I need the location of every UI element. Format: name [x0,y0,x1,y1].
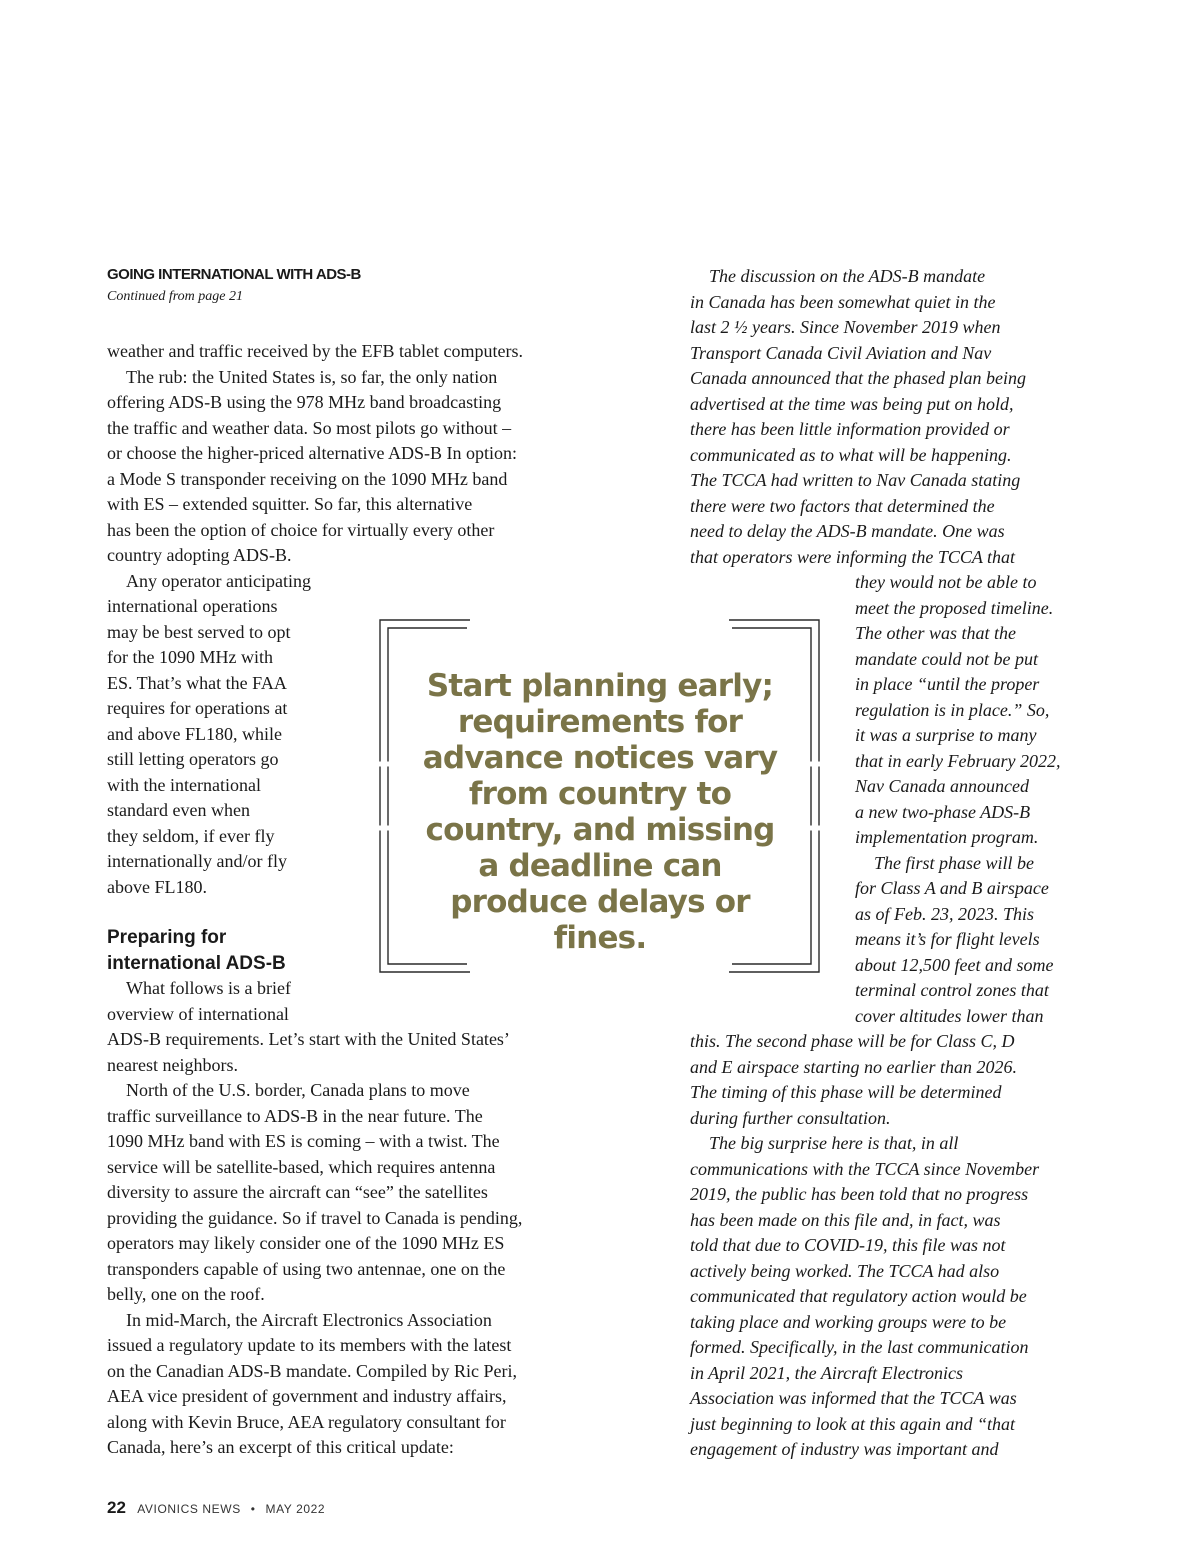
text-line: has been the option of choice for virtually every other [107,519,495,540]
text-line: a new two-phase ADS-B [855,801,1031,822]
text-line: 1090 MHz band with ES is coming – with a twist. The [107,1131,500,1151]
text-line: on the Canadian ADS-B mandate. Compiled by Ric Peri, [107,1360,517,1381]
text-line: with the international [107,774,261,795]
footer-separator: • [250,1502,256,1516]
text-line: implementation program. [855,827,1039,847]
text-line: offering ADS-B using the 978 MHz band broadcasting [107,392,502,412]
text-line: just beginning to look at this again and “that [690,1413,1016,1434]
text-line: country adopting ADS-B. [107,545,292,565]
text-line: standard even when [107,800,250,820]
text-line: Transport Canada Civil Aviation and Nav [690,342,992,363]
text-line: requires for operations at [107,698,288,718]
text-line: above FL180. [107,876,207,897]
text-line: issued a regulatory update to its members with the latest [107,1335,512,1355]
text-line: in place “until the proper [855,674,1040,694]
text-line: service will be satellite-based, which requires antenna [107,1156,496,1177]
text-line: the traffic and weather data. So most pilots go without – [107,417,512,438]
text-line: AEA vice president of government and industry affairs, [107,1386,507,1406]
page-number: 22 [107,1498,126,1517]
text-line: In mid-March, the Aircraft Electronics Association [126,1309,492,1330]
text-line: and E airspace starting no earlier than 2026. [690,1056,1017,1077]
text-line: as of Feb. 23, 2023. This [855,903,1035,924]
text-line: providing the guidance. So if travel to Canada is pending, [107,1207,523,1228]
publication-name: AVIONICS NEWS [137,1502,241,1516]
text-line: The timing of this phase will be determined [690,1082,1002,1102]
text-line: The rub: the United States is, so far, the only nation [126,366,498,387]
text-line: last 2 ½ years. Since November 2019 when [690,317,1001,337]
section-kicker: GOING INTERNATIONAL WITH ADS-B [107,266,361,283]
text-line: traffic surveillance to ADS-B in the near future. The [107,1105,483,1126]
text-line: with ES – extended squitter. So far, this alternative [107,494,473,514]
text-line: The discussion on the ADS-B mandate [709,266,986,286]
text-line: ES. That’s what the FAA [107,672,287,693]
text-line: meet the proposed timeline. [855,597,1054,618]
text-line: that in early February 2022, [855,750,1061,771]
text-line: Association was informed that the TCCA was [690,1388,1017,1408]
text-line: cover altitudes lower than [855,1005,1044,1026]
continued-note: Continued from page 21 [107,289,243,304]
text-line: advertised at the time was being put on hold, [690,393,1014,414]
section-heading-line: international ADS-B [107,952,286,974]
text-line: diversity to assure the aircraft can “see” the satellites [107,1182,488,1202]
text-line: and above FL180, while [107,723,282,744]
text-line: along with Kevin Bruce, AEA regulatory consultant for [107,1411,506,1432]
text-line: formed. Specifically, in the last communication [690,1337,1029,1357]
text-line: terminal control zones that [855,980,1049,1000]
text-line: they would not be able to [855,572,1037,592]
text-line: The big surprise here is that, in all [709,1133,959,1153]
text-line: told that due to COVID-19, this file was not [690,1235,1006,1255]
text-line: means it’s for flight levels [855,929,1040,949]
text-line: engagement of industry was important and [690,1439,999,1459]
text-line: operators may likely consider one of the 1090 MHz ES [107,1233,505,1253]
issue-date: MAY 2022 [265,1502,326,1516]
text-line: nearest neighbors. [107,1054,238,1075]
text-line: a Mode S transponder receiving on the 1090 MHz band [107,468,508,489]
text-line: weather and traffic received by the EFB tablet computers. [107,341,524,361]
text-line: there has been little information provided or [690,419,1010,439]
text-line: transponders capable of using two antennae, one on the [107,1258,506,1279]
text-line: Nav Canada announced [855,776,1029,796]
text-line: it was a surprise to many [855,725,1037,745]
text-line: Any operator anticipating [126,570,311,591]
text-line: has been made on this file and, in fact, was [690,1209,1001,1230]
text-line: regulation is in place.” So, [855,699,1050,720]
text-line: internationally and/or fly [107,851,287,871]
text-line: about 12,500 feet and some [855,954,1054,975]
text-line: 2019, the public has been told that no progress [690,1184,1029,1204]
text-line: The other was that the [855,623,1016,643]
text-line: in Canada has been somewhat quiet in the [690,291,996,312]
text-line: Canada announced that the phased plan being [690,368,1026,388]
text-line: for Class A and B airspace [855,878,1049,898]
text-line: communicated as to what will be happening. [690,444,1012,465]
text-line: ADS-B requirements. Let’s start with the United States’ [107,1029,510,1049]
text-line: there were two factors that determined the [690,495,995,516]
text-line: in April 2021, the Aircraft Electronics [690,1362,963,1383]
text-line: actively being worked. The TCCA had also [690,1260,1000,1281]
text-line: communicated that regulatory action would be [690,1286,1027,1306]
page-footer [107,1498,325,1518]
text-line: this. The second phase will be for Class C, D [690,1031,1015,1051]
text-line: mandate could not be put [855,648,1038,669]
text-line: that operators were informing the TCCA that [690,546,1016,567]
text-line: The TCCA had written to Nav Canada stating [690,470,1021,490]
text-line: or choose the higher-priced alternative ADS-B In option: [107,443,518,463]
text-line: need to delay the ADS-B mandate. One was [690,521,1005,541]
text-line: belly, one on the roof. [107,1284,265,1304]
text-line: during further consultation. [690,1107,891,1128]
text-line: still letting operators go [107,749,279,769]
section-heading-line: Preparing for [107,927,227,948]
text-line: overview of international [107,1003,289,1024]
pull-quote: Start planning early; requirements for advance notices vary from country to country, and missing a deadline can produce delays or fines. [422,668,778,956]
text-line: The first phase will be [874,852,1035,873]
text-line: international operations [107,596,278,616]
text-line: taking place and working groups were to be [690,1311,1007,1332]
text-line: they seldom, if ever fly [107,825,275,846]
text-line: What follows is a brief [126,978,291,998]
text-line: for the 1090 MHz with [107,647,273,667]
text-line: communications with the TCCA since November [690,1158,1040,1179]
text-line: North of the U.S. border, Canada plans to move [126,1080,470,1100]
text-line: Canada, here’s an excerpt of this critical update: [107,1437,454,1457]
text-line: may be best served to opt [107,621,291,642]
